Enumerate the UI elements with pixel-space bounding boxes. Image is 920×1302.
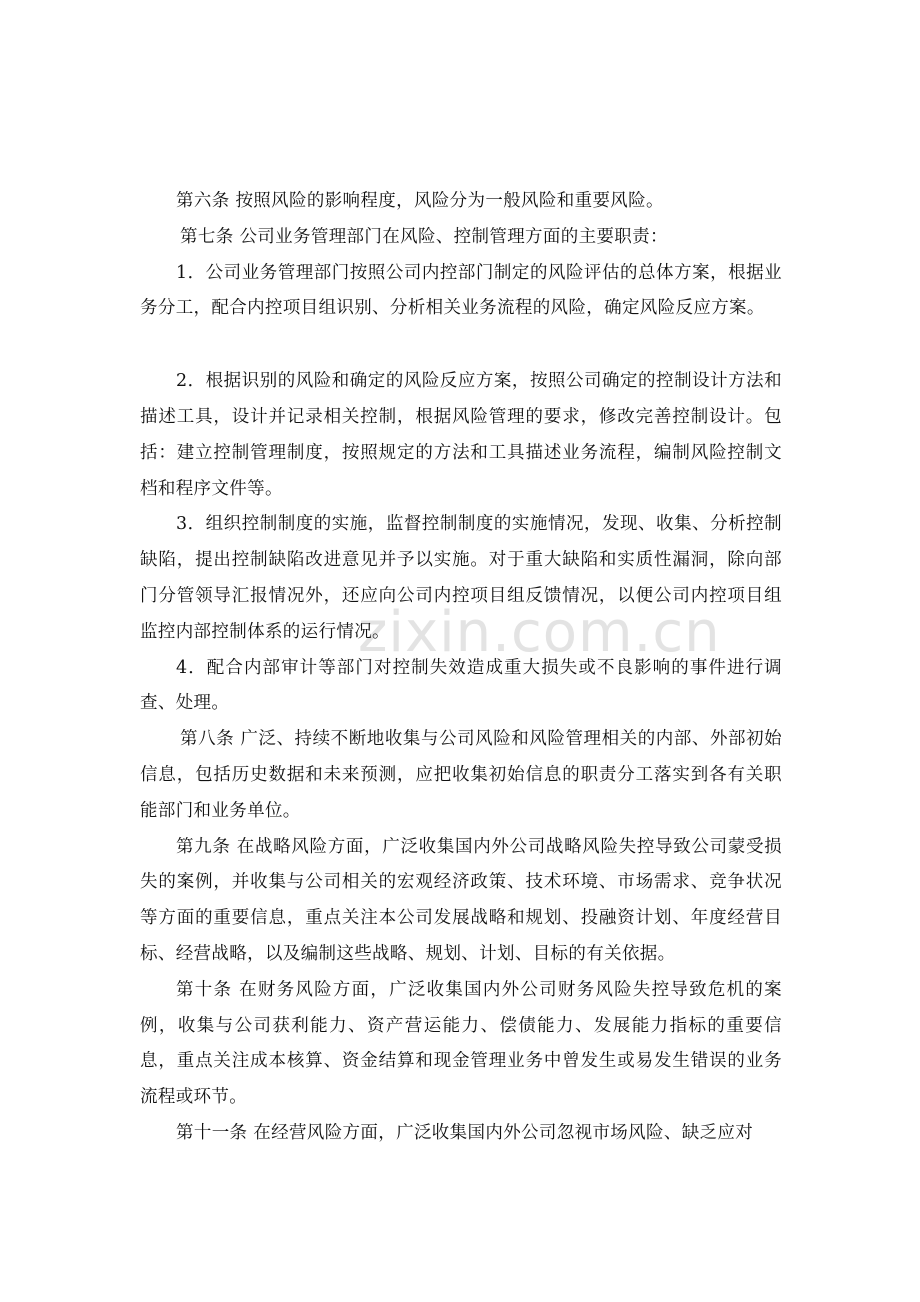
document-body [140, 184, 782, 1152]
watermark: zixin.com.cn [358, 600, 721, 665]
article-9: 第九条 在战略风险方面，广泛收集国内外公司战略风险失控导致公司蒙受损失的案例，并收集与公司相关的宏观经济政策、技术环境、市场需求、竞争状况等方面的重要信息，重点关注本公司发展战略和规划、投融资计划、年度经营目标、经营战略，以及编制这些战略、规划、计划、目标的有关依据。 [140, 836, 782, 964]
article-8: 第八条 广泛、持续不断地收集与公司风险和风险管理相关的内部、外部初始信息，包括历史数据和未来预测，应把收集初始信息的职责分工落实到各有关职能部门和业务单位。 [140, 729, 782, 821]
article-7-item-3: 3．组织控制制度的实施，监督控制制度的实施情况，发现、收集、分析控制缺陷，提出控制缺陷改进意见并予以实施。对于重大缺陷和实质性漏洞，除向部门分管领导汇报情况外，还应向公司内控项目组反馈情况，以便公司内控项目组监控内部控制体系的运行情况。 [140, 514, 782, 642]
article-7-item-4: 4．配合内部审计等部门对控制失效造成重大损失或不良影响的事件进行调查、处理。 [140, 657, 782, 714]
article-6: 第六条 按照风险的影响程度，风险分为一般风险和重要风险。 [176, 191, 664, 211]
article-7-item-1: 1．公司业务管理部门按照公司内控部门制定的风险评估的总体方案，根据业务分工，配合内控项目组识别、分析相关业务流程的风险，确定风险反应方案。 [140, 262, 782, 319]
article-11: 第十一条 在经营风险方面，广泛收集国内外公司忽视市场风险、缺乏应对 [176, 1122, 754, 1143]
paragraph-gap [140, 327, 782, 364]
article-7-item-2: 2．根据识别的风险和确定的风险反应方案，按照公司确定的控制设计方法和描述工具，设计并记录相关控制，根据风险管理的要求，修改完善控制设计。包括：建立控制管理制度，按照规定的方法和工具描述业务流程，编制风险控制文档和程序文件等。 [140, 371, 782, 499]
article-7: 第七条 公司业务管理部门在风险、控制管理方面的主要职责： [180, 226, 668, 247]
article-10: 第十条 在财务风险方面，广泛收集国内外公司财务风险失控导致危机的案例，收集与公司获利能力、资产营运能力、偿债能力、发展能力指标的重要信息，重点关注成本核算、资金结算和现金管理业务中曾发生或易发生错误的业务流程或环节。 [140, 979, 782, 1108]
